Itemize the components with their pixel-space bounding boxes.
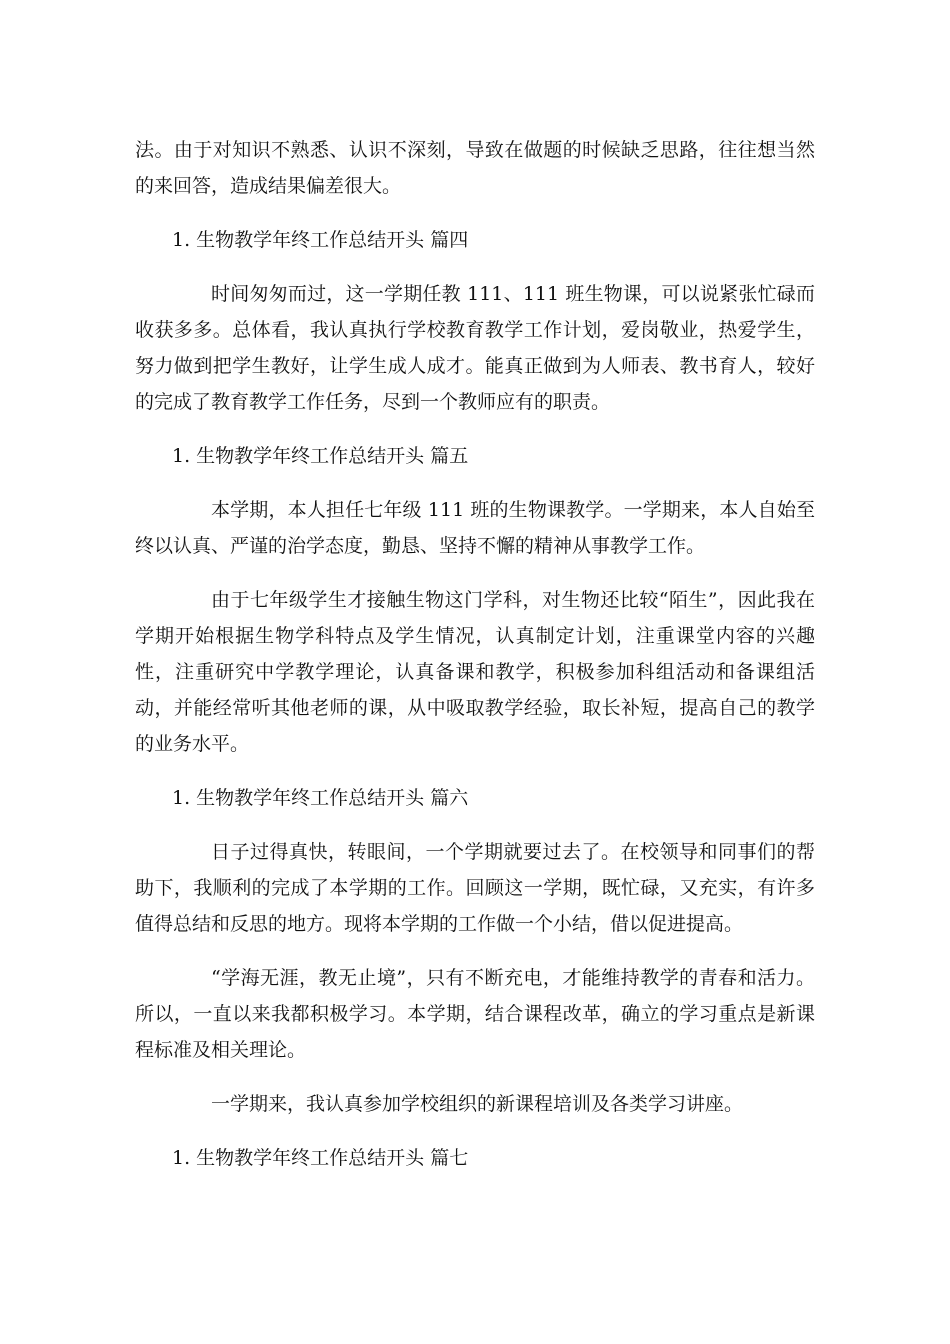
body-paragraph: “学海无涯，教无止境”，只有不断充电，才能维持教学的青春和活力。所以，一直以来我都积极学习。本学期，结合课程改革，确立的学习重点是新课程标准及相关理论。 [135, 967, 815, 1061]
section-heading-4: 1. 生物教学年终工作总结开头 篇四 [172, 229, 469, 251]
body-paragraph: 一学期来，我认真参加学校组织的新课程培训及各类学习讲座。 [211, 1093, 744, 1115]
body-paragraph: 时间匆匆而过，这一学期任教 111、111 班生物课，可以说紧张忙碌而收获多多。总体看，我认真执行学校教育教学工作计划，爱岗敬业，热爱学生，努力做到把学生教好，让学生成人成才。能真正做到为人师表、教书育人，较好的完成了教育教学工作任务，尽到一个教师应有的职责。 [135, 283, 815, 413]
section-heading-7: 1. 生物教学年终工作总结开头 篇七 [172, 1147, 469, 1169]
document-body [135, 132, 815, 1194]
body-paragraph: 日子过得真快，转眼间，一个学期就要过去了。在校领导和同事们的帮助下，我顺利的完成了本学期的工作。回顾这一学期，既忙碌，又充实，有许多值得总结和反思的地方。现将本学期的工作做一个小结，借以促进提高。 [135, 841, 815, 935]
continuation-paragraph: 法。由于对知识不熟悉、认识不深刻，导致在做题的时候缺乏思路，往往想当然的来回答，造成结果偏差很大。 [135, 139, 815, 197]
section-heading-5: 1. 生物教学年终工作总结开头 篇五 [172, 445, 469, 467]
body-paragraph: 本学期，本人担任七年级 111 班的生物课教学。一学期来，本人自始至终以认真、严谨的治学态度，勤恳、坚持不懈的精神从事教学工作。 [135, 499, 815, 557]
section-heading-6: 1. 生物教学年终工作总结开头 篇六 [172, 787, 469, 809]
body-paragraph: 由于七年级学生才接触生物这门学科，对生物还比较“陌生”，因此我在学期开始根据生物学科特点及学生情况，认真制定计划，注重课堂内容的兴趣性，注重研究中学教学理论，认真备课和教学，积极参加科组活动和备课组活动，并能经常听其他老师的课，从中吸取教学经验，取长补短，提高自己的教学的业务水平。 [135, 589, 815, 755]
